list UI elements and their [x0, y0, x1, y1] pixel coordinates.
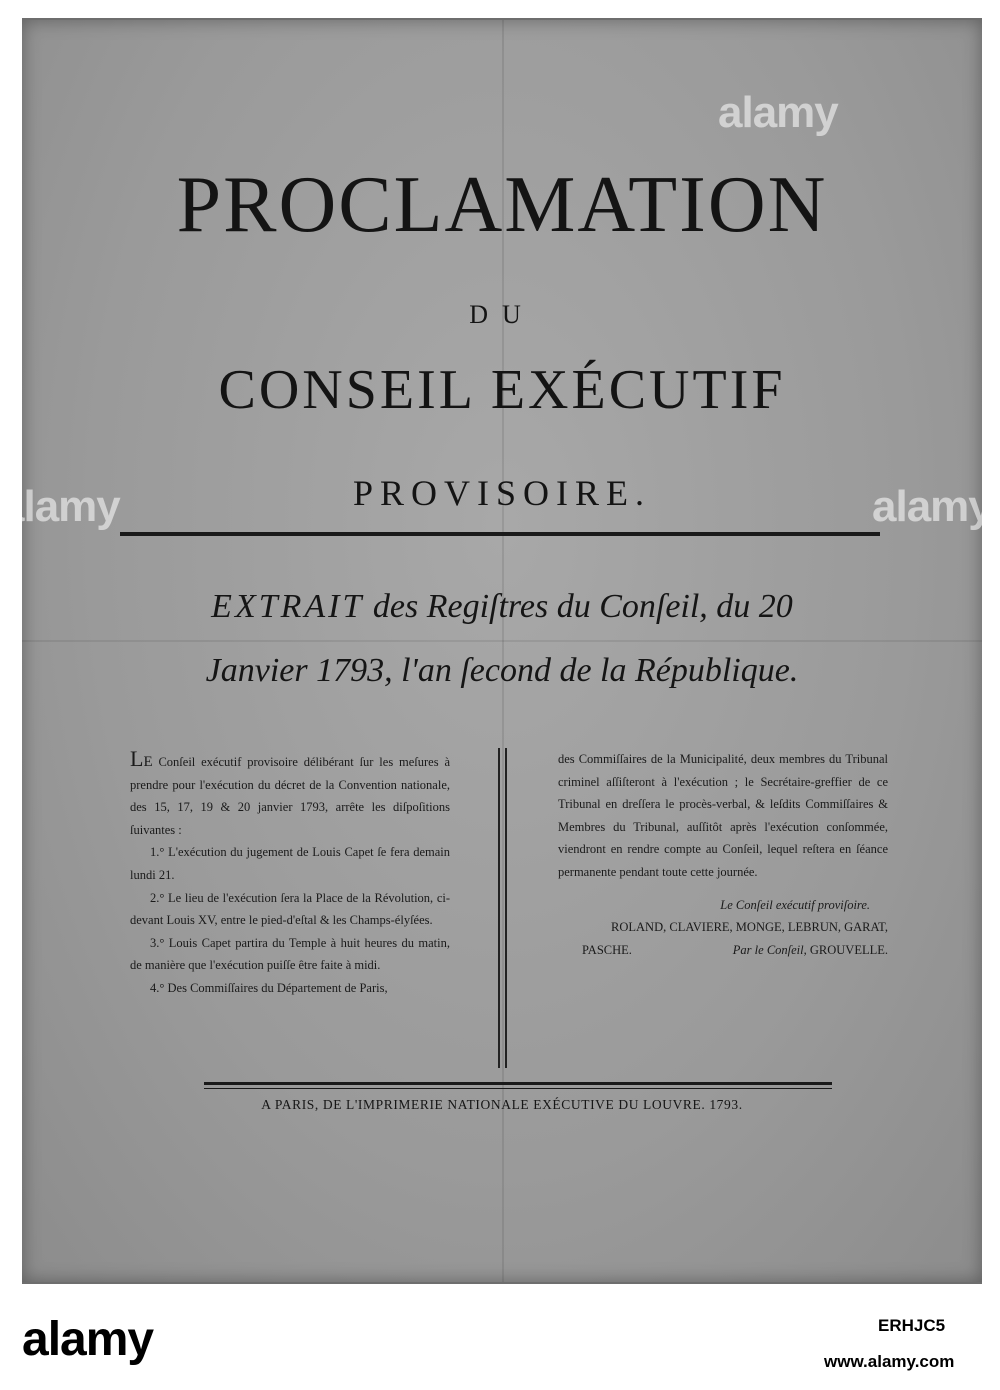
subtitle-du: DU	[469, 300, 535, 329]
article-3: 3.° Louis Capet partira du Temple à huit heures du matin, de manière que l'exécution puiſſe être faite à midi.	[130, 935, 450, 973]
document-title: PROCLAMATION	[176, 161, 828, 249]
signatory-last: PASCHE.	[582, 942, 632, 957]
header-divider	[120, 532, 880, 536]
left-column	[130, 748, 450, 1000]
signatories: ROLAND, CLAVIERE, MONGE, LEBRUN, GARAT,	[611, 920, 888, 935]
alamy-logo: alamy	[22, 1313, 154, 1366]
signature-heading: Le Conſeil exécutif proviſoire.	[720, 897, 870, 912]
intro-text: Conſeil exécutif provisoire délibérant ſur les meſures à prendre pour l'exécution du décret de la Convention nationale, des 15, 17, 19 & 20 janvier 1793, arrête les diſpoſitions ſuivantes :	[130, 755, 450, 837]
watermark-right: alamy	[872, 482, 992, 531]
article-4: 4.° Des Commiſſaires du Département de Paris,	[150, 980, 388, 995]
continuation-paragraph: des Commiſſaires de la Municipalité, deux membres du Tribunal criminel aſſiſteront à l'exécution ; le Secrétaire-greffier de ce Tribunal en dreſſera le procès-verbal, & leſdits Commiſſaires & Membres du Tribunal, auſſitôt après l'exécution conſommée, viendront en rendre compte au Conſeil, lequel reſtera en ſéance permanente pendant toute cette journée.	[558, 752, 888, 879]
intro-dropcap: Le	[130, 746, 153, 771]
signature-row	[558, 939, 888, 962]
image-id: ERHJC5	[878, 1316, 946, 1335]
extract-line-2: Janvier 1793, l'an ſecond de la République.	[205, 652, 799, 689]
subtitle-conseil: CONSEIL EXÉCUTIF	[218, 359, 786, 421]
paper-fold-horizontal	[22, 640, 982, 642]
right-column	[558, 748, 888, 961]
watermark-top-right: alamy	[718, 88, 838, 137]
watermark-left: alamy	[0, 482, 120, 531]
column-divider	[498, 748, 507, 1068]
intro-paragraph	[130, 748, 450, 841]
site-url: www.alamy.com	[824, 1352, 955, 1371]
proclamation-sheet	[22, 18, 982, 1284]
article-1: 1.° L'exécution du jugement de Louis Capet ſe fera demain lundi 21.	[130, 845, 450, 882]
extract-line-1	[22, 588, 982, 626]
secretary-line	[733, 939, 888, 962]
extract-line-1-rest: des Regiſtres du Conſeil, du 20	[364, 588, 793, 625]
footer-divider-thin	[204, 1088, 832, 1089]
article-2: 2.° Le lieu de l'exécution ſera la Place de la Révolution, ci-devant Louis XV, entre le pied-d'eſtal & les Champs-élyſées.	[130, 890, 450, 928]
printer-imprint: A PARIS, DE L'IMPRIMERIE NATIONALE EXÉCUTIVE DU LOUVRE. 1793.	[261, 1097, 743, 1112]
secretary-name: GROUVELLE.	[809, 942, 888, 957]
par-le-conseil: Par le Conſeil,	[732, 942, 810, 957]
extract-lead: EXTRAIT	[211, 588, 365, 625]
footer-divider	[204, 1082, 832, 1085]
subtitle-provisoire: PROVISOIRE.	[352, 473, 652, 513]
